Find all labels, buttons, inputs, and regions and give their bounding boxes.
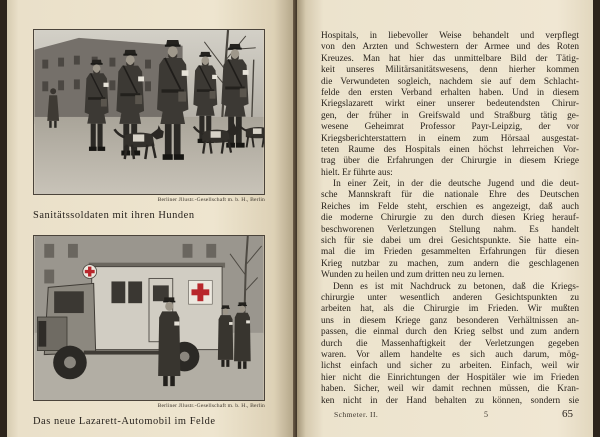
rear-wheel-hub <box>180 352 190 362</box>
text-line: teten Raume des Hospitals einen höchst lehrreichen Vor- <box>321 144 579 155</box>
text-line: beschworenen Verletzungen Stellung nahm. Es handelt <box>321 224 579 235</box>
text-line: wesene Geheimrat Professor Payr-Leipzig, der vor <box>321 122 579 133</box>
front-wheel-hub <box>64 357 76 369</box>
photo-credit: Berliner Jllustr.-Gesellschaft m. b. H., Berlin <box>157 403 265 409</box>
sheet-number: 5 <box>484 410 488 419</box>
text-line: keit unseres Militärsanitätswesens, denn hierher kommen <box>321 65 579 76</box>
text-line: lichst einfach und sicher zu arbeiten. Einfach, weil wir <box>321 361 579 372</box>
text-line: haben. Sicher, weil wir damit rechnen müssen, die Kran- <box>321 384 579 395</box>
text-line: Wunden zu heilen und zum dritten neu zu lernen. <box>321 270 505 281</box>
text-line: arbeiten hat, als die Chirurgie im Frieden. Wir mußten <box>321 304 579 315</box>
emblem-cross-horizontal <box>85 270 95 273</box>
text-line: trag über die Erfahrungen der Chirurgie in diesem Kriege <box>321 156 579 167</box>
text-line: ken nicht in der Hand behalten zu können, sondern sie <box>321 395 579 406</box>
text-line: die Verwundeten sogleich, nachdem sie auf dem Schlacht- <box>321 76 579 87</box>
truck-body <box>92 267 222 350</box>
text-line: Kriegsberichterstattern in einem zum Hörsaal ausgestat- <box>321 133 579 144</box>
text-line: hier nicht die Einrichtungen der Hospitäler wie im Frieden <box>321 372 579 383</box>
text-line: gen, der früher in Greifswald und Straßburg tätig ge- <box>321 110 579 121</box>
text-line: passen, die einmal durch den Krieg selbst und zum andern <box>321 327 579 338</box>
text-line: uns in diesem Kriege ganz besonderen Verhältnissen an- <box>321 315 579 326</box>
photo-caption: Sanitätssoldaten mit ihren Hunden <box>33 210 195 221</box>
signature-mark: Schmeter. II. <box>334 410 379 419</box>
cab-windshield <box>54 291 84 313</box>
left-page <box>7 0 294 437</box>
text-line: waren. Vor allem handelte es sich auch darum, mög- <box>321 349 579 360</box>
text-line: felde den ersten Verband erhalten haben. Und in diesem <box>321 87 579 98</box>
page-number: 65 <box>562 408 573 420</box>
truck-window <box>111 281 125 303</box>
text-line: sich für sie dabei um drei Gesichtspunkte. Sie hatte ein- <box>321 236 579 247</box>
text-line: Kriegslazarett wirkt einer unserer bedeutendsten Chirur- <box>321 99 579 110</box>
truck-window <box>128 281 142 303</box>
right-page <box>297 0 593 437</box>
red-cross-horizontal <box>191 289 209 295</box>
text-line: hielt. Er führte aus: <box>321 167 393 178</box>
body-text <box>321 31 579 407</box>
photo-medics-with-dogs <box>33 29 265 195</box>
text-line: Krieg nutzbar zu machen, zum andern die geschlagenen <box>321 258 579 269</box>
text-line: chirurgie unter wesentlich anderen Gesichtspunkten zu <box>321 292 579 303</box>
text-line: durch die Massenhaftigkeit der Verletzungen gegeben <box>321 338 579 349</box>
text-line: In einer Zeit, in der die deutsche Jugend und die deut- <box>333 179 579 190</box>
text-line: mal die im Frieden gesammelten Erfahrungen für diesen <box>321 247 579 258</box>
text-line: Denn es ist mit Nachdruck zu betonen, daß die Kriegs- <box>333 281 579 292</box>
text-line: die moderne Chirurgie zu den durch diesen Krieg herauf- <box>321 213 579 224</box>
text-line: Hospitals, in liebevoller Weise behandelt und verpflegt <box>321 31 579 41</box>
text-line: Kreuzes. Man hat hier das unmittelbare Bild der Tätig- <box>321 53 579 64</box>
photo-caption: Das neue Lazarett-Automobil im Felde <box>33 416 216 427</box>
photo-field-ambulance <box>33 235 265 401</box>
text-line: von den Ärzten und Schwestern der Armee und des Roten <box>321 42 579 53</box>
photo-credit: Berliner Jllustr.-Gesellschaft m. b. H., Berlin <box>157 197 265 203</box>
text-line: Reiches im Felde steht, erschien es angezeigt, daß auch <box>321 201 579 212</box>
text-line: sche Mannskraft für die nationale Ehre des Deutschen <box>321 190 579 201</box>
truck-grille <box>38 321 46 347</box>
